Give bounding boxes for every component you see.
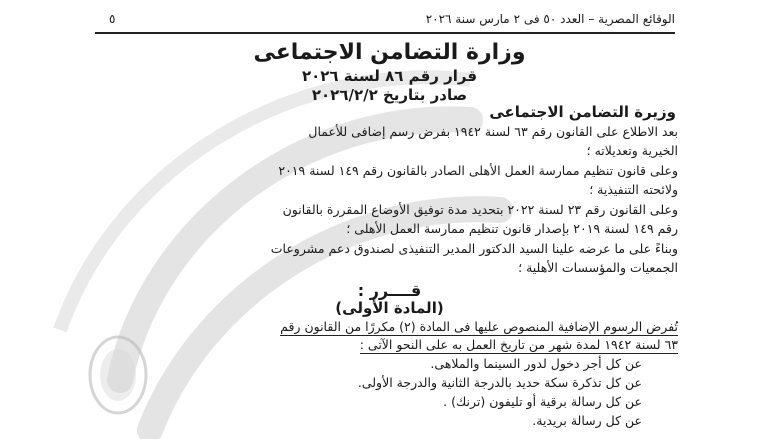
preamble-line: الجمعيات والمؤسسات الأهلية ؛	[518, 260, 678, 275]
gazette-header	[95, 10, 675, 34]
preamble-line: رقم ١٤٩ لسنة ٢٠١٩ بإصدار قانون تنظيم ممارسة العمل الأهلى ؛	[346, 221, 678, 236]
article-text-underlined: تُفرض الرسوم الإضافية المنصوص عليها فى المادة (٢) مكررًا من القانون رقم	[280, 319, 678, 334]
preamble-line: بعد الاطلاع على القانون رقم ٦٣ لسنة ١٩٤٢ بفرض رسم إضافى للأعمال	[308, 124, 678, 139]
page-number: ٥	[109, 12, 116, 26]
issue-date: صادر بتاريخ ٢٠٢٦/٢/٢	[311, 86, 468, 104]
ministry-title: وزارة التضامن الاجتماعى	[253, 40, 526, 65]
preamble-line: الخيرية وتعديلاته ؛	[586, 143, 678, 158]
preamble-line: وعلى القانون رقم ٢٣ لسنة ٢٠٢٢ بتحديد مدة توفيق الأوضاع المقررة بالقانون	[282, 202, 678, 217]
header-issue-text: الوقائع المصرية – العدد ٥٠ فى ٢ مارس سنة ٢٠٢٦	[425, 12, 675, 26]
preamble-line: وبناءً على ما عرضه علينا السيد الدكتور المدير التنفيذى لصندوق دعم مشروعات	[270, 241, 678, 256]
article-text-underlined: ٦٣ لسنة ١٩٤٢ لمدة شهر من تاريخ العمل به على النحو الآتى :	[359, 337, 678, 352]
preamble-line: وعلى قانون تنظيم ممارسة العمل الأهلى الصادر بالقانون رقم ١٤٩ لسنة ٢٠١٩	[278, 163, 678, 178]
preamble-line: ولائحته التنفيذية ؛	[589, 182, 678, 197]
minister-title: وزيرة التضامن الاجتماعى	[489, 103, 676, 121]
fee-item: عن كل رسالة بريدية.	[532, 413, 642, 428]
fee-item: عن كل تذكرة سكة حديد بالدرجة الثانية والدرجة الأولى.	[357, 375, 642, 390]
decree-number: قرار رقم ٨٦ لسنة ٢٠٢٦	[301, 67, 478, 85]
fee-item: عن كل رسالة برقية أو تليفون (ترنك) .	[443, 394, 642, 409]
fee-item: عن كل أجر دخول لدور السينما والملاهى.	[430, 356, 642, 371]
article-text-line	[360, 337, 678, 352]
decided-heading: قــــرر :	[357, 281, 422, 300]
article-heading: (المادة الأولى)	[335, 299, 444, 317]
article-text-line	[280, 319, 678, 334]
